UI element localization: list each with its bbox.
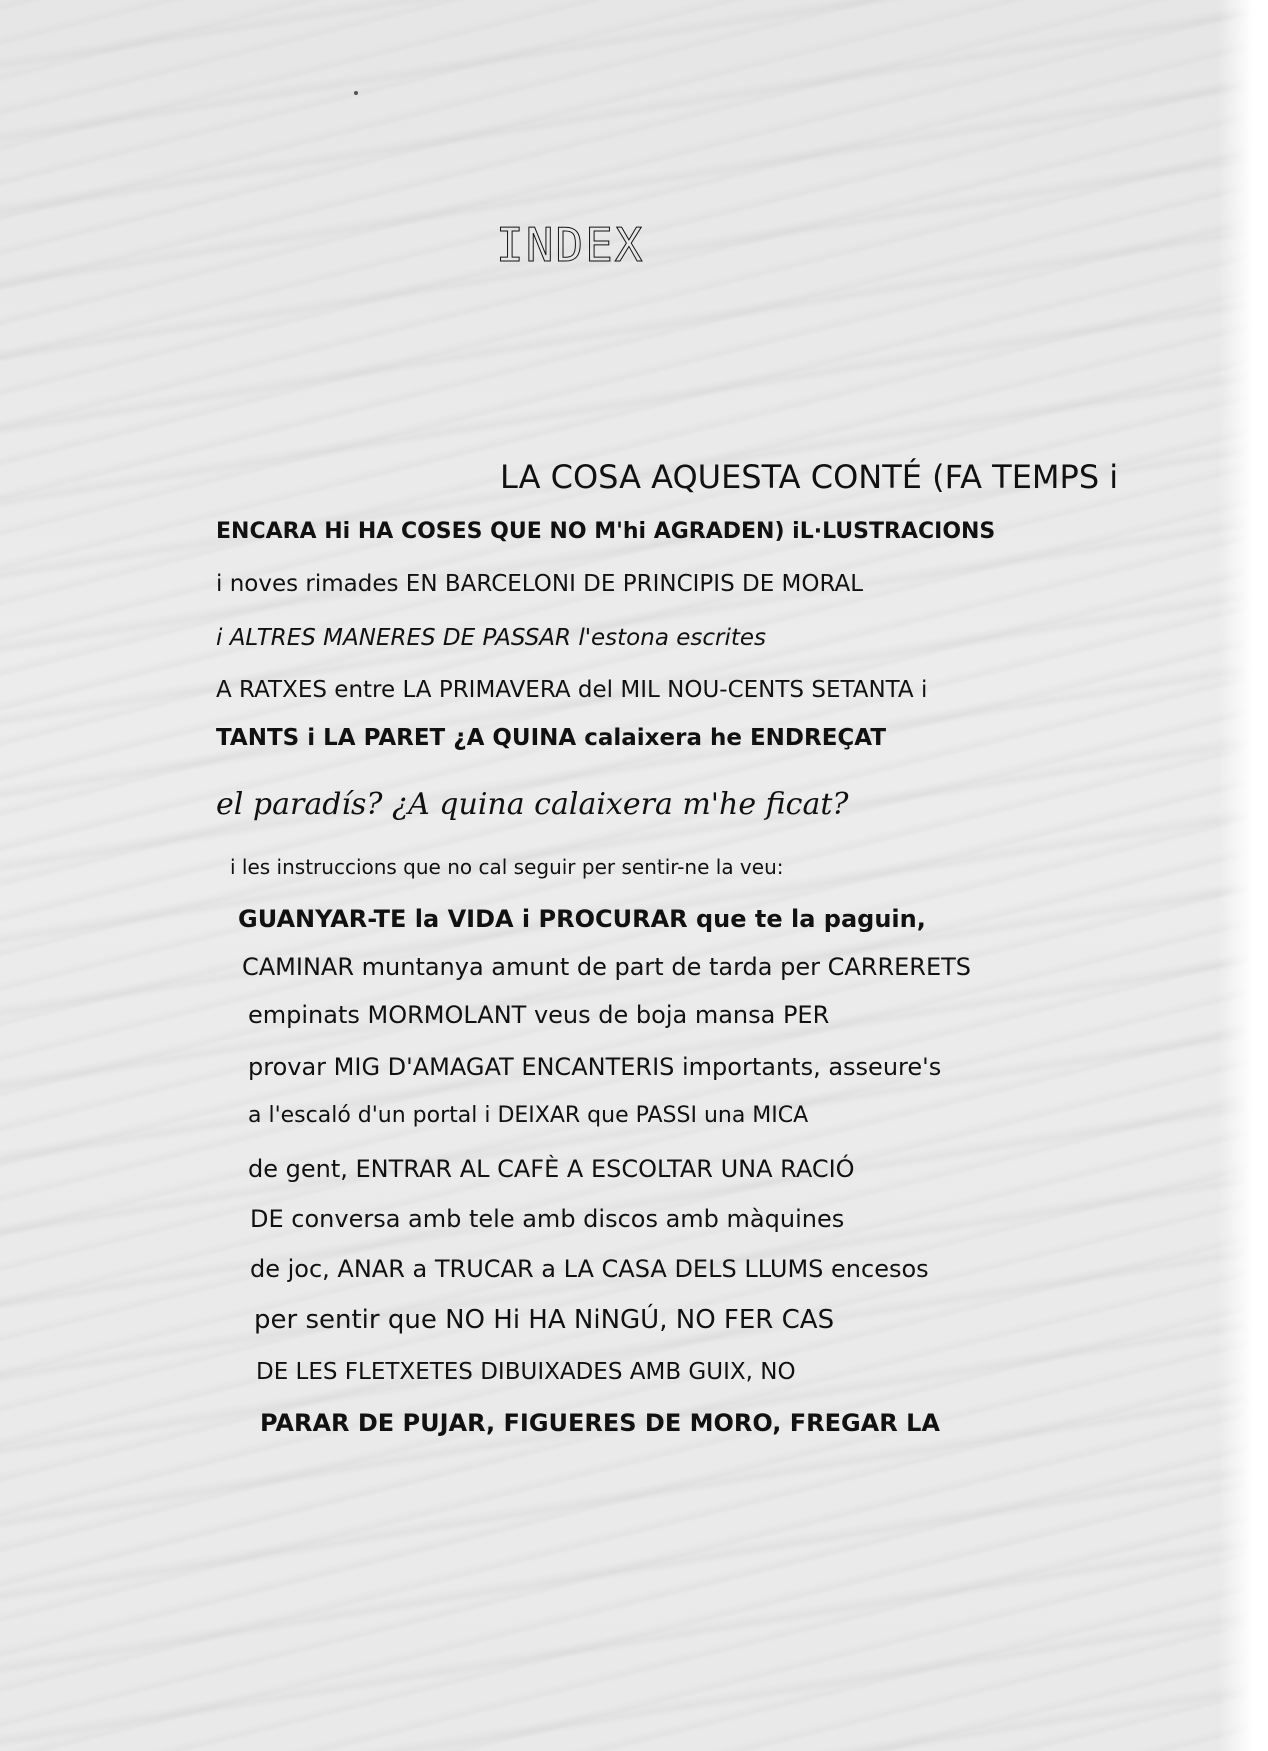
text-line-8: i les instruccions que no cal seguir per sentir-ne la veu: [230,855,784,879]
page-title: INDEX [496,218,645,272]
text-line-10: CAMINAR muntanya amunt de part de tarda per CARRERETS [242,953,972,981]
page-edge [1218,0,1268,1751]
text-line-1: LA COSA AQUESTA CONTÉ (FA TEMPS i [500,458,1119,496]
text-line-5: A RATXES entre LA PRIMAVERA del MIL NOU-CENTS SETANTA i [216,677,928,703]
text-line-9: GUANYAR-TE la VIDA i PROCURAR que te la paguin, [238,905,926,933]
text-line-19: PARAR DE PUJAR, FIGUERES DE MORO, FREGAR LA [260,1409,940,1437]
text-line-3: i noves rimades EN BARCELONI DE PRINCIPIS DE MORAL [216,571,864,597]
text-line-4: i ALTRES MANERES DE PASSAR l'estona escrites [216,625,767,651]
text-line-15: DE conversa amb tele amb discos amb màquines [250,1205,845,1233]
text-line-7: el paradís? ¿A quina calaixera m'he ficat? [216,787,849,822]
text-line-6: TANTS i LA PARET ¿A QUINA calaixera he ENDREÇAT [216,725,887,751]
text-line-2: ENCARA Hi HA COSES QUE NO M'hi AGRADEN) iL·LUSTRACIONS [216,519,996,544]
ink-speck [354,91,358,95]
text-line-13: a l'escaló d'un portal i DEIXAR que PASSI una MICA [248,1103,809,1128]
text-line-16: de joc, ANAR a TRUCAR a LA CASA DELS LLUMS encesos [250,1255,929,1283]
text-line-17: per sentir que NO Hi HA NiNGÚ, NO FER CAS [254,1305,835,1335]
text-line-18: DE LES FLETXETES DIBUIXADES AMB GUIX, NO [256,1359,796,1385]
text-line-14: de gent, ENTRAR AL CAFÈ A ESCOLTAR UNA RACIÓ [248,1155,855,1183]
text-line-11: empinats MORMOLANT veus de boja mansa PER [248,1001,830,1029]
text-line-12: provar MIG D'AMAGAT ENCANTERIS importants, asseure's [248,1053,942,1081]
